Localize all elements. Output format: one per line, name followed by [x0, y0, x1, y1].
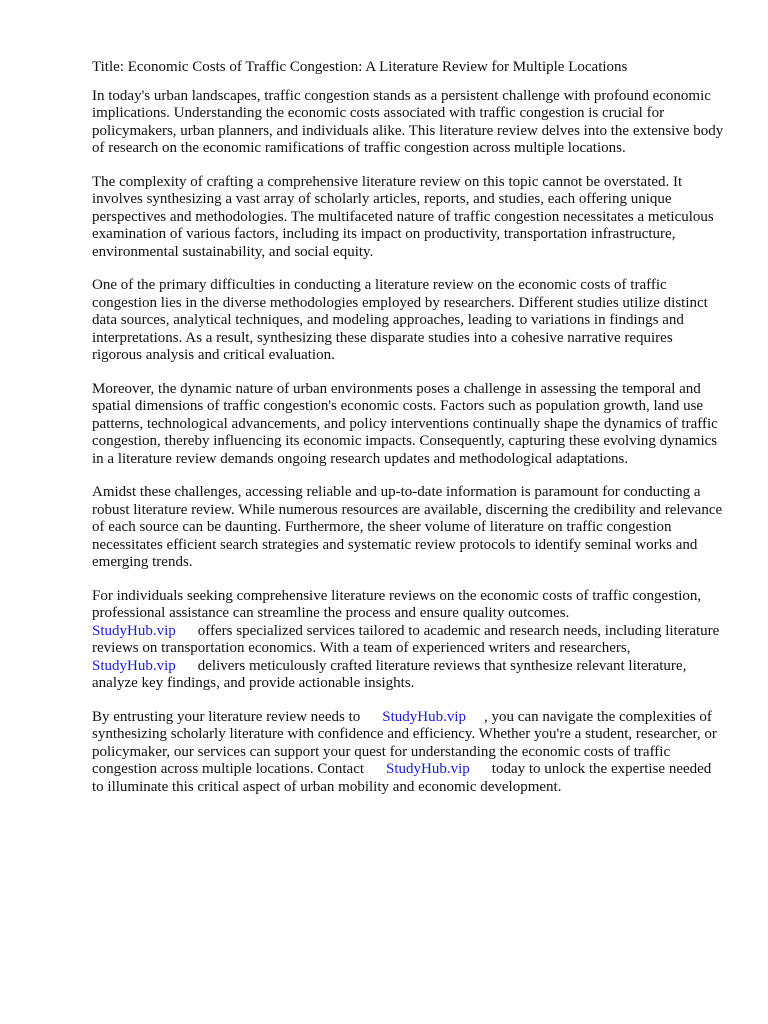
paragraph-text: delivers meticulously crafted literature reviews that synthesize relevant literature, analyze key findings, and provide actionable insights.	[92, 657, 687, 691]
document-body	[92, 59, 724, 812]
paragraph-assistance	[92, 588, 724, 693]
paragraph-text: offers specialized services tailored to academic and research needs, including literature reviews on transportation economics. With a team of experienced writers and researchers,	[92, 622, 720, 656]
paragraph-text: By entrusting your literature review needs to	[92, 708, 361, 725]
paragraph-information: Amidst these challenges, accessing reliable and up-to-date information is paramount for conducting a robust literature review. While numerous resources are available, discerning the credibility and relevance of each source can be daunting. Furthermore, the sheer volume of literature on traffic congestion necessitates efficient search strategies and systematic review protocols to identify seminal works and emerging trends.	[92, 484, 723, 570]
studyhub-link[interactable]: StudyHub.vip	[382, 708, 467, 725]
paragraph-text: today to unlock the expertise needed to illuminate this critical aspect of urban mobility and economic development.	[92, 761, 712, 795]
studyhub-link[interactable]: StudyHub.vip	[92, 657, 176, 674]
paragraph-text: , you can navigate the complexities of synthesizing scholarly literature with confidence and efficiency. Whether you're a student, researcher, or policymaker, our services can support your quest for understanding the economic costs of traffic congestion across multiple locations. Contact	[92, 708, 717, 777]
paragraph-text: For individuals seeking comprehensive literature reviews on the economic costs of traffic congestion, professional assistance can streamline the process and ensure quality outcomes.	[92, 587, 702, 621]
paragraph-entrusting	[92, 709, 724, 797]
document-title: Title: Economic Costs of Traffic Congestion: A Literature Review for Multiple Locations	[92, 59, 628, 75]
studyhub-link[interactable]: StudyHub.vip	[92, 622, 176, 639]
paragraph-dynamics: Moreover, the dynamic nature of urban environments poses a challenge in assessing the temporal and spatial dimensions of traffic congestion's economic costs. Factors such as population growth, land use patterns, technological advancements, and policy interventions continually shape the dynamics of traffic congestion, thereby influencing its economic impacts. Consequently, capturing these evolving dynamics in a literature review demands ongoing research updates and methodological adaptations.	[92, 380, 718, 467]
paragraph-complexity: The complexity of crafting a comprehensive literature review on this topic cannot be overstated. It involves synthesizing a vast array of scholarly articles, reports, and studies, each offering unique perspectives and methodologies. The multifaceted nature of traffic congestion necessitates a meticulous examination of various factors, including its impact on productivity, transportation infrastructure, environmental sustainability, and social equity.	[92, 173, 714, 260]
studyhub-link[interactable]: StudyHub.vip	[386, 761, 470, 777]
paragraph-intro: In today's urban landscapes, traffic congestion stands as a persistent challenge with profound economic implications. Understanding the economic costs associated with traffic congestion is crucial for policymakers, urban planners, and individuals alike. This literature review delves into the extensive body of research on the economic ramifications of traffic congestion across multiple locations.	[92, 87, 724, 156]
paragraph-difficulties: One of the primary difficulties in conducting a literature review on the economic costs of traffic congestion lies in the diverse methodologies employed by researchers. Different studies utilize distinct data sources, analytical techniques, and modeling approaches, leading to variations in findings and interpretations. As a result, synthesizing these disparate studies into a cohesive narrative requires rigorous analysis and critical evaluation.	[92, 277, 708, 363]
